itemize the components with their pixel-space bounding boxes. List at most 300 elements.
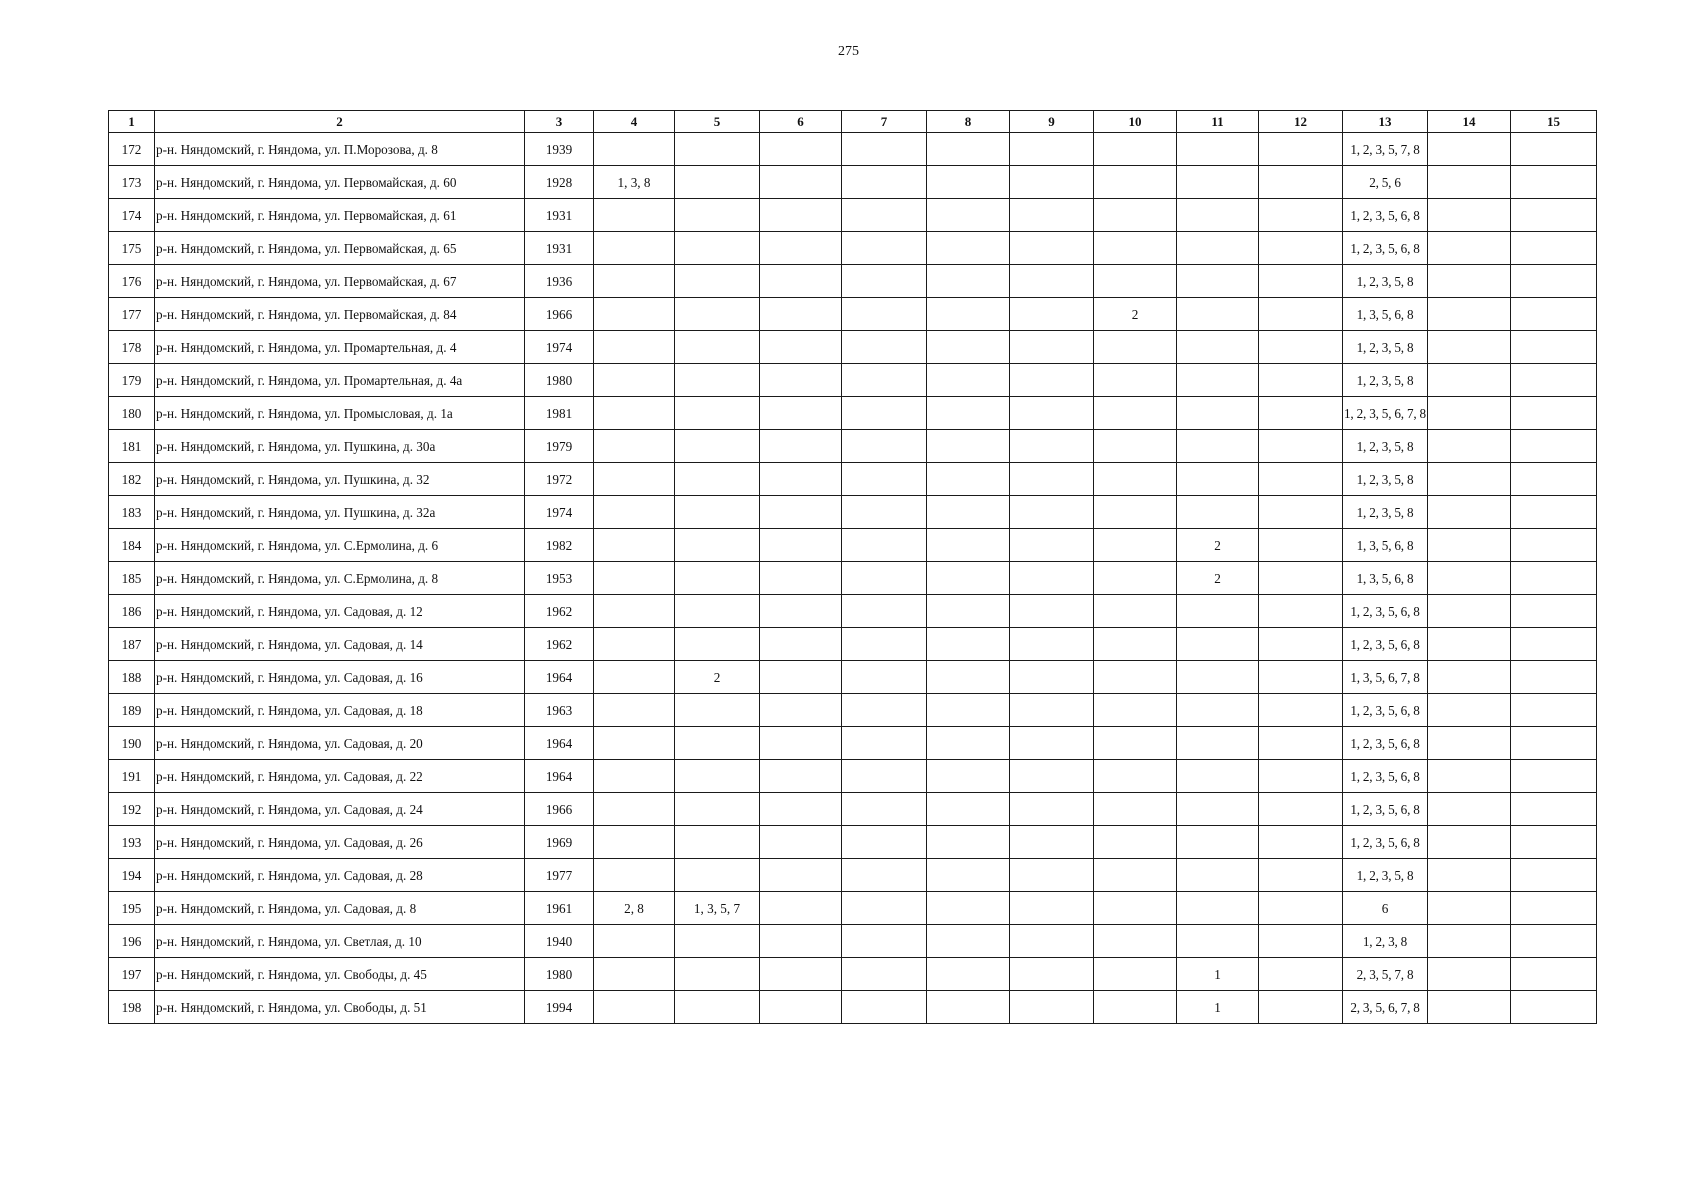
cell-col-13: 1, 2, 3, 5, 6, 8 — [1343, 793, 1428, 826]
cell-col-6 — [760, 265, 842, 298]
cell-col-2: р-н. Няндомский, г. Няндома, ул. С.Ермолина, д. 6 — [155, 529, 525, 562]
cell-col-15 — [1511, 958, 1597, 991]
cell-col-4 — [594, 760, 675, 793]
cell-col-6 — [760, 562, 842, 595]
cell-col-2: р-н. Няндомский, г. Няндома, ул. Свободы, д. 51 — [155, 991, 525, 1024]
cell-col-11 — [1177, 859, 1259, 892]
cell-col-1: 186 — [109, 595, 155, 628]
cell-col-13: 2, 5, 6 — [1343, 166, 1428, 199]
cell-col-9 — [1010, 496, 1094, 529]
cell-col-9 — [1010, 463, 1094, 496]
cell-col-12 — [1259, 529, 1343, 562]
cell-col-1: 175 — [109, 232, 155, 265]
cell-col-1: 193 — [109, 826, 155, 859]
cell-col-9 — [1010, 859, 1094, 892]
cell-col-10 — [1094, 925, 1177, 958]
cell-col-14 — [1428, 397, 1511, 430]
cell-col-14 — [1428, 595, 1511, 628]
page-number: 275 — [838, 44, 859, 59]
cell-col-10 — [1094, 232, 1177, 265]
cell-col-15 — [1511, 892, 1597, 925]
cell-col-2: р-н. Няндомский, г. Няндома, ул. Пушкина, д. 32а — [155, 496, 525, 529]
cell-col-12 — [1259, 595, 1343, 628]
cell-col-12 — [1259, 166, 1343, 199]
cell-col-15 — [1511, 694, 1597, 727]
cell-col-14 — [1428, 232, 1511, 265]
cell-col-6 — [760, 496, 842, 529]
cell-col-5 — [675, 529, 760, 562]
cell-col-11 — [1177, 265, 1259, 298]
cell-col-3: 1931 — [525, 199, 594, 232]
cell-col-1: 176 — [109, 265, 155, 298]
table-row — [109, 463, 1597, 496]
cell-col-4 — [594, 826, 675, 859]
table-row — [109, 793, 1597, 826]
cell-col-7 — [842, 232, 927, 265]
cell-col-9 — [1010, 925, 1094, 958]
cell-col-10 — [1094, 595, 1177, 628]
cell-col-7 — [842, 562, 927, 595]
cell-col-3: 1982 — [525, 529, 594, 562]
column-header-15: 15 — [1511, 111, 1597, 133]
cell-col-6 — [760, 925, 842, 958]
cell-col-6 — [760, 298, 842, 331]
cell-col-6 — [760, 166, 842, 199]
cell-col-10 — [1094, 991, 1177, 1024]
cell-col-15 — [1511, 529, 1597, 562]
cell-col-14 — [1428, 496, 1511, 529]
cell-col-15 — [1511, 331, 1597, 364]
cell-col-9 — [1010, 826, 1094, 859]
cell-col-11: 2 — [1177, 529, 1259, 562]
cell-col-10 — [1094, 133, 1177, 166]
cell-col-2: р-н. Няндомский, г. Няндома, ул. Садовая, д. 8 — [155, 892, 525, 925]
cell-col-14 — [1428, 628, 1511, 661]
column-header-11: 11 — [1177, 111, 1259, 133]
cell-col-12 — [1259, 661, 1343, 694]
column-header-12: 12 — [1259, 111, 1343, 133]
cell-col-10 — [1094, 463, 1177, 496]
cell-col-8 — [927, 364, 1010, 397]
cell-col-5 — [675, 331, 760, 364]
cell-col-2: р-н. Няндомский, г. Няндома, ул. Пушкина, д. 30а — [155, 430, 525, 463]
cell-col-10 — [1094, 397, 1177, 430]
cell-col-2: р-н. Няндомский, г. Няндома, ул. Промартельная, д. 4а — [155, 364, 525, 397]
table-row — [109, 958, 1597, 991]
cell-col-12 — [1259, 265, 1343, 298]
cell-col-5 — [675, 199, 760, 232]
cell-col-2: р-н. Няндомский, г. Няндома, ул. Первомайская, д. 60 — [155, 166, 525, 199]
cell-col-8 — [927, 463, 1010, 496]
cell-col-7 — [842, 133, 927, 166]
cell-col-8 — [927, 859, 1010, 892]
cell-col-6 — [760, 628, 842, 661]
cell-col-14 — [1428, 562, 1511, 595]
cell-col-9 — [1010, 760, 1094, 793]
cell-col-12 — [1259, 925, 1343, 958]
cell-col-3: 1961 — [525, 892, 594, 925]
cell-col-10 — [1094, 793, 1177, 826]
cell-col-4 — [594, 430, 675, 463]
cell-col-6 — [760, 463, 842, 496]
cell-col-7 — [842, 166, 927, 199]
cell-col-11: 1 — [1177, 958, 1259, 991]
cell-col-9 — [1010, 298, 1094, 331]
cell-col-3: 1981 — [525, 397, 594, 430]
cell-col-6 — [760, 661, 842, 694]
cell-col-1: 174 — [109, 199, 155, 232]
table-row — [109, 628, 1597, 661]
cell-col-14 — [1428, 166, 1511, 199]
cell-col-14 — [1428, 694, 1511, 727]
cell-col-9 — [1010, 529, 1094, 562]
column-header-4: 4 — [594, 111, 675, 133]
cell-col-15 — [1511, 199, 1597, 232]
cell-col-2: р-н. Няндомский, г. Няндома, ул. Первомайская, д. 61 — [155, 199, 525, 232]
cell-col-10 — [1094, 199, 1177, 232]
cell-col-11: 2 — [1177, 562, 1259, 595]
cell-col-1: 181 — [109, 430, 155, 463]
cell-col-2: р-н. Няндомский, г. Няндома, ул. Промысловая, д. 1а — [155, 397, 525, 430]
cell-col-5 — [675, 397, 760, 430]
cell-col-10: 2 — [1094, 298, 1177, 331]
cell-col-12 — [1259, 199, 1343, 232]
column-header-2: 2 — [155, 111, 525, 133]
cell-col-2: р-н. Няндомский, г. Няндома, ул. Садовая, д. 24 — [155, 793, 525, 826]
cell-col-9 — [1010, 133, 1094, 166]
cell-col-10 — [1094, 430, 1177, 463]
cell-col-6 — [760, 892, 842, 925]
cell-col-3: 1964 — [525, 760, 594, 793]
cell-col-11 — [1177, 496, 1259, 529]
cell-col-14 — [1428, 760, 1511, 793]
cell-col-11 — [1177, 364, 1259, 397]
cell-col-13: 1, 2, 3, 5, 8 — [1343, 430, 1428, 463]
cell-col-10 — [1094, 760, 1177, 793]
cell-col-15 — [1511, 562, 1597, 595]
cell-col-7 — [842, 958, 927, 991]
cell-col-13: 1, 2, 3, 8 — [1343, 925, 1428, 958]
cell-col-3: 1931 — [525, 232, 594, 265]
cell-col-3: 1966 — [525, 793, 594, 826]
cell-col-3: 1928 — [525, 166, 594, 199]
cell-col-5 — [675, 727, 760, 760]
cell-col-15 — [1511, 826, 1597, 859]
cell-col-6 — [760, 958, 842, 991]
cell-col-3: 1977 — [525, 859, 594, 892]
cell-col-15 — [1511, 925, 1597, 958]
cell-col-14 — [1428, 661, 1511, 694]
cell-col-3: 1994 — [525, 991, 594, 1024]
cell-col-11 — [1177, 595, 1259, 628]
cell-col-10 — [1094, 331, 1177, 364]
table-row — [109, 232, 1597, 265]
cell-col-4: 1, 3, 8 — [594, 166, 675, 199]
cell-col-12 — [1259, 727, 1343, 760]
cell-col-15 — [1511, 397, 1597, 430]
cell-col-14 — [1428, 892, 1511, 925]
cell-col-14 — [1428, 430, 1511, 463]
cell-col-4 — [594, 991, 675, 1024]
table-row — [109, 430, 1597, 463]
cell-col-3: 1974 — [525, 331, 594, 364]
cell-col-10 — [1094, 529, 1177, 562]
cell-col-9 — [1010, 331, 1094, 364]
cell-col-10 — [1094, 859, 1177, 892]
cell-col-12 — [1259, 760, 1343, 793]
cell-col-12 — [1259, 826, 1343, 859]
cell-col-11 — [1177, 628, 1259, 661]
cell-col-15 — [1511, 496, 1597, 529]
cell-col-4 — [594, 199, 675, 232]
cell-col-5 — [675, 826, 760, 859]
cell-col-14 — [1428, 925, 1511, 958]
cell-col-5 — [675, 298, 760, 331]
cell-col-12 — [1259, 397, 1343, 430]
cell-col-7 — [842, 298, 927, 331]
cell-col-14 — [1428, 727, 1511, 760]
cell-col-7 — [842, 892, 927, 925]
cell-col-12 — [1259, 991, 1343, 1024]
column-header-13: 13 — [1343, 111, 1428, 133]
cell-col-15 — [1511, 793, 1597, 826]
cell-col-7 — [842, 331, 927, 364]
table-row — [109, 133, 1597, 166]
cell-col-4 — [594, 727, 675, 760]
cell-col-4 — [594, 232, 675, 265]
cell-col-2: р-н. Няндомский, г. Няндома, ул. Светлая, д. 10 — [155, 925, 525, 958]
cell-col-4 — [594, 628, 675, 661]
cell-col-2: р-н. Няндомский, г. Няндома, ул. Первомайская, д. 67 — [155, 265, 525, 298]
cell-col-6 — [760, 694, 842, 727]
cell-col-8 — [927, 430, 1010, 463]
cell-col-3: 1940 — [525, 925, 594, 958]
cell-col-5 — [675, 694, 760, 727]
cell-col-1: 191 — [109, 760, 155, 793]
cell-col-15 — [1511, 661, 1597, 694]
cell-col-12 — [1259, 430, 1343, 463]
cell-col-2: р-н. Няндомский, г. Няндома, ул. Первомайская, д. 65 — [155, 232, 525, 265]
cell-col-1: 178 — [109, 331, 155, 364]
cell-col-4 — [594, 595, 675, 628]
cell-col-13: 1, 3, 5, 6, 8 — [1343, 529, 1428, 562]
cell-col-8 — [927, 694, 1010, 727]
cell-col-12 — [1259, 298, 1343, 331]
cell-col-4 — [594, 793, 675, 826]
cell-col-15 — [1511, 760, 1597, 793]
table-row — [109, 595, 1597, 628]
cell-col-3: 1962 — [525, 628, 594, 661]
cell-col-10 — [1094, 892, 1177, 925]
cell-col-1: 190 — [109, 727, 155, 760]
cell-col-10 — [1094, 661, 1177, 694]
cell-col-8 — [927, 166, 1010, 199]
cell-col-15 — [1511, 463, 1597, 496]
table-row — [109, 760, 1597, 793]
table-row — [109, 199, 1597, 232]
cell-col-5: 1, 3, 5, 7 — [675, 892, 760, 925]
cell-col-1: 187 — [109, 628, 155, 661]
cell-col-1: 183 — [109, 496, 155, 529]
cell-col-7 — [842, 265, 927, 298]
column-header-14: 14 — [1428, 111, 1511, 133]
cell-col-4 — [594, 958, 675, 991]
table-row — [109, 826, 1597, 859]
cell-col-13: 1, 2, 3, 5, 6, 8 — [1343, 595, 1428, 628]
cell-col-8 — [927, 661, 1010, 694]
cell-col-2: р-н. Няндомский, г. Няндома, ул. Садовая, д. 22 — [155, 760, 525, 793]
cell-col-14 — [1428, 133, 1511, 166]
cell-col-7 — [842, 925, 927, 958]
cell-col-7 — [842, 529, 927, 562]
cell-col-15 — [1511, 859, 1597, 892]
cell-col-3: 1980 — [525, 958, 594, 991]
cell-col-12 — [1259, 496, 1343, 529]
cell-col-14 — [1428, 463, 1511, 496]
cell-col-11 — [1177, 298, 1259, 331]
column-header-10: 10 — [1094, 111, 1177, 133]
cell-col-4 — [594, 925, 675, 958]
cell-col-8 — [927, 529, 1010, 562]
cell-col-11 — [1177, 430, 1259, 463]
cell-col-5 — [675, 760, 760, 793]
cell-col-9 — [1010, 727, 1094, 760]
cell-col-13: 1, 2, 3, 5, 8 — [1343, 364, 1428, 397]
cell-col-13: 1, 2, 3, 5, 8 — [1343, 496, 1428, 529]
cell-col-8 — [927, 595, 1010, 628]
cell-col-3: 1966 — [525, 298, 594, 331]
cell-col-5 — [675, 430, 760, 463]
cell-col-3: 1964 — [525, 727, 594, 760]
cell-col-13: 1, 2, 3, 5, 6, 8 — [1343, 628, 1428, 661]
cell-col-11 — [1177, 727, 1259, 760]
cell-col-13: 1, 2, 3, 5, 6, 8 — [1343, 694, 1428, 727]
cell-col-15 — [1511, 991, 1597, 1024]
column-header-3: 3 — [525, 111, 594, 133]
cell-col-6 — [760, 397, 842, 430]
cell-col-5 — [675, 958, 760, 991]
table-row — [109, 364, 1597, 397]
cell-col-13: 1, 2, 3, 5, 6, 8 — [1343, 826, 1428, 859]
cell-col-7 — [842, 199, 927, 232]
cell-col-14 — [1428, 364, 1511, 397]
cell-col-11 — [1177, 661, 1259, 694]
cell-col-12 — [1259, 133, 1343, 166]
cell-col-13: 1, 2, 3, 5, 6, 8 — [1343, 727, 1428, 760]
cell-col-7 — [842, 760, 927, 793]
cell-col-11: 1 — [1177, 991, 1259, 1024]
cell-col-7 — [842, 364, 927, 397]
table-row — [109, 661, 1597, 694]
buildings-table — [108, 110, 1597, 1024]
cell-col-8 — [927, 496, 1010, 529]
cell-col-5 — [675, 859, 760, 892]
cell-col-3: 1964 — [525, 661, 594, 694]
cell-col-4 — [594, 562, 675, 595]
cell-col-8 — [927, 727, 1010, 760]
cell-col-10 — [1094, 628, 1177, 661]
column-header-9: 9 — [1010, 111, 1094, 133]
cell-col-1: 172 — [109, 133, 155, 166]
cell-col-6 — [760, 199, 842, 232]
cell-col-12 — [1259, 859, 1343, 892]
cell-col-10 — [1094, 562, 1177, 595]
cell-col-1: 188 — [109, 661, 155, 694]
table-row — [109, 397, 1597, 430]
cell-col-3: 1980 — [525, 364, 594, 397]
cell-col-4 — [594, 133, 675, 166]
cell-col-1: 179 — [109, 364, 155, 397]
cell-col-12 — [1259, 694, 1343, 727]
cell-col-3: 1939 — [525, 133, 594, 166]
cell-col-6 — [760, 826, 842, 859]
cell-col-5 — [675, 265, 760, 298]
cell-col-2: р-н. Няндомский, г. Няндома, ул. Садовая, д. 20 — [155, 727, 525, 760]
table-row — [109, 727, 1597, 760]
cell-col-10 — [1094, 826, 1177, 859]
cell-col-4 — [594, 859, 675, 892]
cell-col-6 — [760, 793, 842, 826]
cell-col-9 — [1010, 199, 1094, 232]
cell-col-14 — [1428, 958, 1511, 991]
cell-col-8 — [927, 133, 1010, 166]
cell-col-6 — [760, 364, 842, 397]
cell-col-5 — [675, 364, 760, 397]
cell-col-14 — [1428, 199, 1511, 232]
cell-col-9 — [1010, 430, 1094, 463]
cell-col-5 — [675, 793, 760, 826]
cell-col-9 — [1010, 628, 1094, 661]
cell-col-5 — [675, 562, 760, 595]
cell-col-4 — [594, 397, 675, 430]
cell-col-15 — [1511, 628, 1597, 661]
cell-col-12 — [1259, 562, 1343, 595]
cell-col-8 — [927, 199, 1010, 232]
cell-col-12 — [1259, 958, 1343, 991]
cell-col-14 — [1428, 826, 1511, 859]
cell-col-5 — [675, 628, 760, 661]
cell-col-15 — [1511, 595, 1597, 628]
cell-col-4 — [594, 529, 675, 562]
cell-col-13: 1, 2, 3, 5, 6, 8 — [1343, 232, 1428, 265]
cell-col-10 — [1094, 694, 1177, 727]
cell-col-13: 1, 2, 3, 5, 6, 7, 8 — [1343, 397, 1428, 430]
cell-col-4 — [594, 364, 675, 397]
cell-col-6 — [760, 430, 842, 463]
cell-col-11 — [1177, 892, 1259, 925]
cell-col-1: 197 — [109, 958, 155, 991]
cell-col-5 — [675, 595, 760, 628]
cell-col-6 — [760, 727, 842, 760]
cell-col-9 — [1010, 892, 1094, 925]
cell-col-8 — [927, 760, 1010, 793]
cell-col-2: р-н. Няндомский, г. Няндома, ул. Садовая, д. 14 — [155, 628, 525, 661]
cell-col-9 — [1010, 793, 1094, 826]
cell-col-12 — [1259, 331, 1343, 364]
cell-col-6 — [760, 859, 842, 892]
cell-col-7 — [842, 496, 927, 529]
cell-col-12 — [1259, 463, 1343, 496]
cell-col-3: 1969 — [525, 826, 594, 859]
cell-col-7 — [842, 430, 927, 463]
cell-col-7 — [842, 991, 927, 1024]
cell-col-2: р-н. Няндомский, г. Няндома, ул. П.Морозова, д. 8 — [155, 133, 525, 166]
cell-col-15 — [1511, 265, 1597, 298]
cell-col-2: р-н. Няндомский, г. Няндома, ул. Пушкина, д. 32 — [155, 463, 525, 496]
cell-col-11 — [1177, 925, 1259, 958]
table-row — [109, 496, 1597, 529]
cell-col-2: р-н. Няндомский, г. Няндома, ул. Садовая, д. 18 — [155, 694, 525, 727]
